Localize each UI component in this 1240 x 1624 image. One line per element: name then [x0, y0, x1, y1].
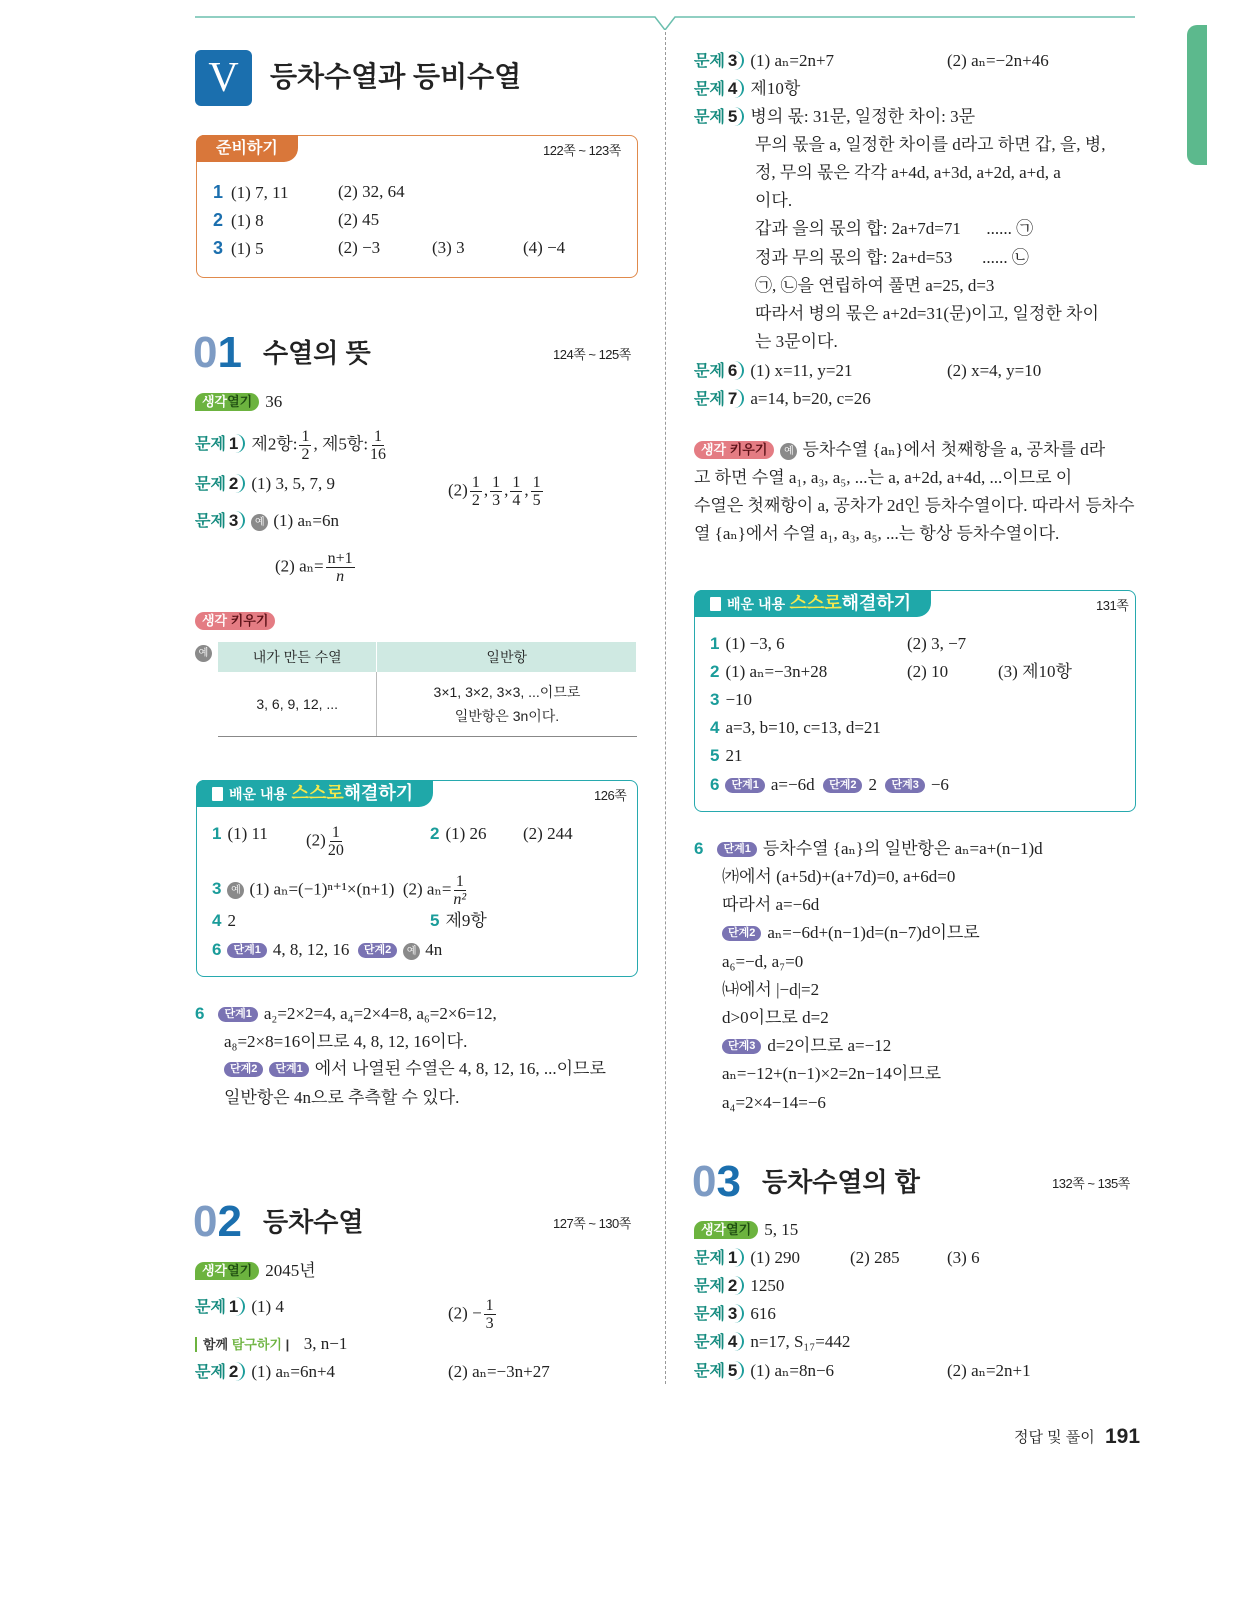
table-cell: 3×1, 3×2, 3×3, ...이므로 일반항은 3n이다.	[377, 672, 637, 737]
answer-row: 3 −10	[710, 690, 753, 709]
answer: (3) 6	[947, 1248, 980, 1267]
table-header: 내가 만든 수열	[218, 642, 377, 672]
answer: (2) 10	[907, 662, 949, 681]
section-title: 수열의 뜻	[263, 338, 371, 368]
solution-line: 무의 몫을 a, 일정한 차이를 d라고 하면 갑, 을, 병,	[755, 135, 1106, 154]
solution-line: 갑과 을의 몫의 합: 2a+7d=71 ...... ㉠	[755, 219, 1034, 238]
answer: (2) − $\frac{1}{3}$	[448, 1297, 494, 1332]
think-grow-row	[195, 611, 281, 631]
page-ref: 122쪽 ~ 123쪽	[543, 143, 621, 158]
chapter-title: 등차수열과 등비수열	[270, 61, 522, 92]
problem-1: 문제 1 (1) 290	[694, 1248, 800, 1267]
think-grow-badge: 생각 키우기	[195, 612, 275, 630]
table-header: 일반항	[377, 642, 637, 672]
top-divider-line	[0, 0, 1240, 30]
answer: (2) 45	[338, 210, 380, 229]
problem-2: 문제 2 (1) aₙ=6n+4	[195, 1362, 336, 1381]
answer: (4) −4	[523, 238, 566, 257]
solution-line: 단계2 단계1 에서 나열된 수열은 4, 8, 12, 16, ...이므로	[224, 1059, 606, 1079]
think-open-row: 생각열기 5, 15	[694, 1220, 798, 1240]
answer: (2) aₙ=−3n+27	[448, 1362, 550, 1381]
section-number: 01	[193, 328, 238, 377]
example-icon: 예	[251, 514, 268, 531]
text-line: 수열은 첫째항이 a, 공차가 2d인 등차수열이다. 따라서 등차수	[694, 496, 1135, 515]
section-title: 등차수열의 합	[762, 1167, 920, 1197]
think-open-row: 생각열기 36	[195, 392, 282, 412]
section-title: 등차수열	[263, 1207, 364, 1237]
answer-row: 6 단계1 4, 8, 12, 16 단계2 예 4n	[212, 940, 443, 959]
answer-row: 4 a=3, b=10, c=13, d=21	[710, 718, 881, 737]
problem-2: 문제 2 (1) 3, 5, 7, 9	[195, 474, 335, 493]
column-divider	[665, 32, 666, 1384]
answer-row: 5 21	[710, 746, 743, 765]
footer-label: 정답 및 풀이	[1014, 1429, 1095, 1446]
solution-line: d>0이므로 d=2	[722, 1008, 829, 1027]
answer: (2) aₙ= $\frac{n+1}{n}$	[275, 550, 353, 585]
problem-2: 문제 2 1250	[694, 1276, 785, 1295]
problem-4: 문제 4 n=17, S₁₇=442	[694, 1332, 851, 1351]
solution-line: 는 3문이다.	[755, 332, 838, 351]
answer: (3) 3	[432, 238, 465, 257]
solution-line: 따라서 a=−6d	[722, 895, 820, 914]
solution-line: ㈎에서 (a+5d)+(a+7d)=0, a+6d=0	[722, 867, 956, 886]
problem-6: 문제 6 (1) x=11, y=21	[694, 361, 853, 380]
problem-4: 문제 4 제10항	[694, 79, 801, 98]
chapter-number-badge: V	[195, 50, 252, 106]
problem-5: 문제 5 (1) aₙ=8n−6	[694, 1361, 835, 1380]
think-grow-row: 생각 키우기 예 등차수열 {aₙ}에서 첫째항을 a, 공차를 d라	[694, 440, 1105, 460]
page-number: 191	[1105, 1425, 1141, 1448]
section-number: 02	[193, 1197, 238, 1246]
problem-3: 문제 3 (1) aₙ=2n+7	[694, 51, 835, 70]
page-ref: 124쪽 ~ 125쪽	[553, 347, 631, 362]
answer-row: 6 단계1 a=−6d 단계2 2 단계3 −6	[710, 775, 949, 794]
answer: (2) −3	[338, 238, 381, 257]
problem-3: 문제 3 예 (1) aₙ=6n	[195, 511, 339, 530]
answer-row: 1 (1) 11	[212, 824, 268, 843]
problem-3: 문제 3 616	[694, 1304, 776, 1323]
problem-5: 문제 5 병의 몫: 31문, 일정한 차이: 3문	[694, 107, 976, 126]
solution-line: a₈=2×8=16이므로 4, 8, 12, 16이다.	[224, 1032, 468, 1051]
prep-row-1: 1 (1) 7, 11	[213, 182, 289, 202]
solution-line: a₄=2×4−14=−6	[722, 1093, 826, 1112]
answer-row: 3 예 (1) aₙ=(−1)ⁿ⁺¹×(n+1) (2) aₙ= $\frac{1}{\text{n²}}$	[212, 873, 467, 908]
solution-line: ㈏에서 |−d|=2	[722, 980, 820, 999]
example-icon-row	[195, 642, 217, 662]
section-number: 03	[692, 1157, 737, 1206]
answer: (2) aₙ=−2n+46	[947, 51, 1049, 70]
self-solve-tab: 배운 내용 스스로해결하기	[694, 590, 931, 617]
answer: (2) 244	[523, 824, 573, 843]
solution-line: 정과 무의 몫의 합: 2a+d=53 ...... ㉡	[755, 248, 1029, 267]
self-solve-tab: 배운 내용 스스로해결하기	[196, 780, 433, 807]
document-icon	[212, 787, 223, 801]
solution-line: 정, 무의 몫은 각각 a+4d, a+3d, a+2d, a+d, a	[755, 163, 1061, 182]
table-cell: 3, 6, 9, 12, ...	[218, 672, 377, 737]
answer: (2) 285	[850, 1248, 900, 1267]
solution-line: aₙ=−12+(n−1)×2=2n−14이므로	[722, 1064, 942, 1083]
answer-row: 5 제9항	[430, 911, 487, 930]
solution-line: 단계2 aₙ=−6d+(n−1)d=(n−7)d이므로	[722, 923, 980, 943]
prep-row-3: 3 (1) 5	[213, 238, 264, 258]
answer: (2) $\frac{1}{20}$	[306, 824, 344, 859]
document-icon	[710, 597, 721, 611]
solution-line: 이다.	[755, 191, 793, 210]
sequence-table	[218, 642, 637, 737]
prep-tab: 준비하기	[196, 135, 298, 162]
answer-row: 2 (1) aₙ=−3n+28	[710, 662, 828, 681]
think-open-badge: 생각열기	[195, 393, 259, 411]
solution-line: ㉠, ㉡을 연립하여 풀면 a=25, d=3	[755, 276, 995, 295]
answer: (2) 32, 64	[338, 182, 405, 201]
prep-row-2: 2 (1) 8	[213, 210, 264, 230]
solution-line: 6 단계1 a₂=2×2=4, a₄=2×4=8, a₆=2×6=12,	[195, 1004, 497, 1023]
answer-row: 1 (1) −3, 6	[710, 634, 785, 653]
problem-1: 문제 1 제2항: $\frac{1}{2}$ , 제5항: $\frac{1}{16}$	[195, 428, 387, 463]
explore-row: 함께 탐구하기 | 3, n−1	[195, 1334, 347, 1355]
page-ref: 126쪽	[594, 788, 627, 803]
page-ref: 127쪽 ~ 130쪽	[553, 1216, 631, 1231]
problem-1: 문제 1 (1) 4	[195, 1297, 284, 1316]
answer: (2) x=4, y=10	[947, 361, 1042, 380]
text-line: 열 {aₙ}에서 수열 a₁, a₃, a₅, ...는 항상 등차수열이다.	[694, 524, 1060, 543]
solution-line: 일반항은 4n으로 추측할 수 있다.	[224, 1088, 460, 1107]
answer: (2) 3, −7	[907, 634, 967, 653]
answer-row: 2 (1) 26	[430, 824, 487, 843]
page-ref: 131쪽	[1096, 598, 1129, 613]
problem-7: 문제 7 a=14, b=20, c=26	[694, 389, 871, 408]
solution-line: 단계3 d=2이므로 a=−12	[722, 1036, 891, 1056]
text-line: 고 하면 수열 a₁, a₃, a₅, ...는 a, a+2d, a+4d, ...이므로 이	[694, 468, 1073, 487]
solution-line: a₆=−d, a₇=0	[722, 952, 804, 971]
answer: (3) 제10항	[998, 662, 1072, 681]
solution-line: 6 단계1 등차수열 {aₙ}의 일반항은 aₙ=a+(n−1)d	[694, 839, 1043, 858]
answer-row: 4 2	[212, 911, 236, 930]
answer: (2) $\frac{1}{2}$ , $\frac{1}{3}$ , $\frac{1}{4}$ , $\frac{1}{5}$	[448, 474, 541, 509]
page-ref: 132쪽 ~ 135쪽	[1052, 1176, 1130, 1191]
chapter-side-tab[interactable]	[1187, 25, 1207, 165]
solution-line: 따라서 병의 몫은 a+2d=31(문)이고, 일정한 차이	[755, 304, 1099, 323]
answer: (2) aₙ=2n+1	[947, 1361, 1031, 1380]
example-icon: 예	[195, 645, 212, 662]
think-open-row: 생각열기 2045년	[195, 1261, 316, 1281]
